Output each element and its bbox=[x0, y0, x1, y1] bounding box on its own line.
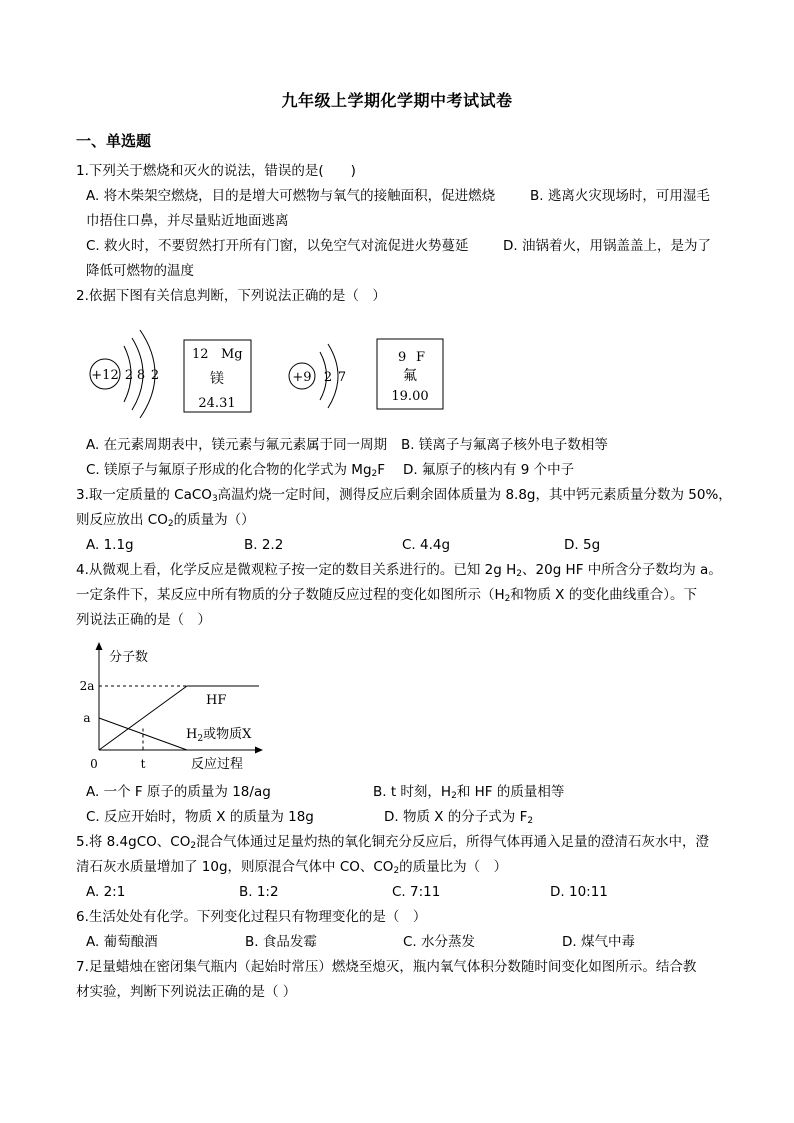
q2-option-a: A. 在元素周期表中，镁元素与氟元素属于同一周期 bbox=[86, 437, 388, 453]
q1-stem: 1.下列关于燃烧和灭火的说法，错误的是( ) bbox=[76, 163, 356, 179]
f-atomic-number: 9 bbox=[398, 350, 407, 365]
series-h2-x-line bbox=[99, 718, 187, 750]
q5-stem-line1: 5.将 8.4gCO、$CO_2$混合气体通过足量灼热的氧化铜充分反应后，所得气体再通入足量的澄清石灰水中，澄 bbox=[76, 834, 710, 851]
y-tick-label-a: a bbox=[83, 711, 91, 725]
q2-figure bbox=[76, 322, 506, 422]
y-tick-label-2a: 2a bbox=[79, 679, 95, 693]
mg-atomic-number: 12 bbox=[192, 347, 209, 362]
q5-stem-line2: 清石灰水质量增加了 10g，则原混合气体中 CO、$CO_2$的质量比为（ ） bbox=[76, 859, 508, 876]
q7-stem-line1: 7.足量蜡烛在密闭集气瓶内（起始时常压）燃烧至熄灭，瓶内氧气体积分数随时间变化如图所示。结合教 bbox=[76, 959, 697, 975]
q2-option-b: B. 镁离子与氟离子核外电子数相等 bbox=[401, 437, 608, 453]
q5-option-a: A. 2:1 bbox=[86, 884, 126, 900]
mg-nucleus-charge: +12 bbox=[91, 368, 119, 383]
mg-shell-1-electrons: 2 bbox=[124, 368, 134, 383]
q1-option-d: D. 油锅着火，用锅盖盖上，是为了 bbox=[503, 238, 711, 254]
f-atom-diagram bbox=[289, 344, 346, 408]
q3-option-a: A. 1.1g bbox=[86, 537, 134, 553]
q4-stem-line3: 列说法正确的是（ ） bbox=[76, 612, 211, 628]
mg-name: 镁 bbox=[210, 371, 224, 387]
q6-option-c: C. 水分蒸发 bbox=[403, 934, 476, 950]
y-axis-arrow bbox=[96, 642, 103, 650]
series-h2-x-label: $H_2$或物质X bbox=[186, 727, 252, 744]
q4-stem-line2: 一定条件下，某反应中所有物质的分子数随反应过程的变化如图所示（$H_2$和物质 X 的变化曲线重合）。下 bbox=[76, 587, 697, 604]
q6-option-a: A. 葡萄酿酒 bbox=[86, 934, 158, 950]
mg-symbol: Mg bbox=[221, 347, 243, 362]
q2-stem: 2.依据下图有关信息判断，下列说法正确的是（ ） bbox=[76, 288, 386, 304]
q2-option-c: C. 镁原子与氟原子形成的化合物的化学式为 $Mg_2F$ bbox=[86, 462, 386, 479]
q4-stem-line1: 4.从微观上看，化学反应是微观粒子按一定的数目关系进行的。已知 2g $H_2$、20g HF 中所含分子数均为 a。 bbox=[76, 562, 722, 579]
q4-option-d: D. 物质 X 的分子式为 $F_2$ bbox=[384, 809, 534, 826]
mg-element-card bbox=[184, 340, 251, 412]
q5-option-d: D. 10:11 bbox=[550, 884, 608, 900]
f-element-card bbox=[377, 339, 443, 409]
f-atomic-mass: 19.00 bbox=[391, 389, 429, 404]
f-shell-1-electrons: 2 bbox=[323, 370, 333, 385]
mg-shell-3-electrons: 2 bbox=[150, 368, 160, 383]
q3-option-c: C. 4.4g bbox=[402, 537, 451, 553]
q5-option-b: B. 1:2 bbox=[239, 884, 279, 900]
x-tick-label-t: t bbox=[140, 757, 146, 771]
q4-chart bbox=[76, 640, 276, 775]
q3-option-b: B. 2.2 bbox=[244, 537, 284, 553]
section-heading: 一、单选题 bbox=[76, 132, 152, 150]
q3-stem-line1: 3.取一定质量的 CaCO$_3$高温灼烧一定时间，测得反应后剩余固体质量为 8.8g，其中钙元素质量分数为 50%， bbox=[76, 487, 732, 504]
f-symbol: F bbox=[416, 350, 426, 365]
q6-option-d: D. 煤气中毒 bbox=[562, 934, 635, 950]
q1-option-c: C. 救火时，不要贸然打开所有门窗，以免空气对流促进火势蔓延 bbox=[86, 238, 469, 254]
mg-atomic-mass: 24.31 bbox=[198, 396, 236, 411]
q3-option-d: D. 5g bbox=[564, 537, 601, 553]
q3-stem-line2: 则反应放出 $CO_2$的质量为（） bbox=[76, 512, 255, 529]
q4-option-a: A. 一个 F 原子的质量为 18/ag bbox=[86, 784, 271, 800]
origin-label: 0 bbox=[90, 757, 98, 771]
q1-option-b: B. 逃离火灾现场时，可用湿毛 bbox=[530, 188, 710, 204]
mg-atom-diagram bbox=[90, 330, 159, 418]
f-nucleus-charge: +9 bbox=[292, 370, 312, 385]
q1-option-d-cont: 降低可燃物的温度 bbox=[86, 263, 194, 279]
q4-option-c: C. 反应开始时，物质 X 的质量为 18g bbox=[86, 809, 314, 825]
q6-stem: 6.生活处处有化学。下列变化过程只有物理变化的是（ ） bbox=[76, 909, 427, 925]
q7-stem-line2: 材实验，判断下列说法正确的是（ ） bbox=[76, 984, 297, 1000]
series-hf-label: HF bbox=[206, 693, 227, 708]
q6-option-b: B. 食品发霉 bbox=[245, 934, 317, 950]
q4-option-b: B. t 时刻，$H_2$和 HF 的质量相等 bbox=[373, 784, 565, 801]
f-shell-2-electrons: 7 bbox=[337, 370, 347, 385]
f-name: 氟 bbox=[403, 368, 417, 384]
mg-shell-2-electrons: 8 bbox=[136, 368, 146, 383]
q1-option-b-cont: 巾捂住口鼻，并尽量贴近地面逃离 bbox=[86, 213, 289, 229]
page-title: 九年级上学期化学期中考试试卷 bbox=[281, 91, 513, 110]
q5-option-c: C. 7:11 bbox=[392, 884, 441, 900]
x-axis-arrow bbox=[255, 747, 263, 754]
y-axis-label: 分子数 bbox=[109, 650, 149, 665]
q2-option-d: D. 氟原子的核内有 9 个中子 bbox=[403, 462, 575, 478]
q1-option-a: A. 将木柴架空燃烧，目的是增大可燃物与氧气的接触面积，促进燃烧 bbox=[86, 188, 496, 204]
x-axis-label: 反应过程 bbox=[191, 757, 244, 772]
